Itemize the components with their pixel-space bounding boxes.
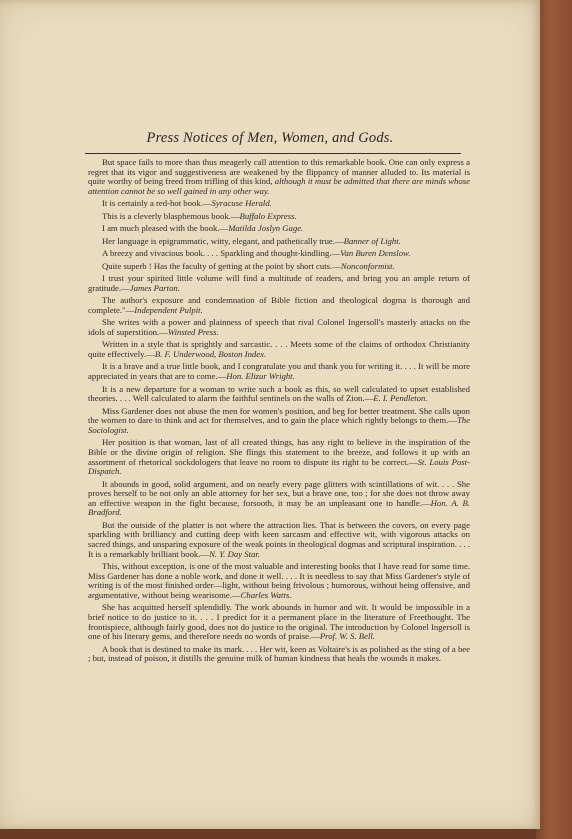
press-notice [88, 438, 470, 476]
press-notice [88, 224, 470, 234]
notice-text: It is a new departure for a woman to write such a book as this, so well calculated to upset established theories. . . . Well calculated to alarm the faithful sentinels on the walls of Zion.— [88, 383, 470, 404]
notice-source: Nonconformist. [340, 260, 395, 271]
notice-source: St. Louis Post-Dispatch. [88, 456, 470, 477]
notice-text: Her language is epigrammatic, witty, elegant, and pathetically true.— [102, 235, 344, 246]
press-notice [88, 318, 470, 337]
notice-text: Written in a style that is sprightly and sarcastic. . . . Meets some of the claims of orthodox Christianity quite effectively.— [88, 339, 470, 359]
press-notice [88, 385, 470, 404]
notice-source: Van Buren Denslow. [340, 248, 411, 259]
press-notice [88, 237, 470, 247]
notice-source: B. F. Underwood, Boston Index. [154, 349, 267, 359]
notice-source: Charles Watts. [240, 589, 292, 600]
press-notice [88, 480, 470, 518]
notice-text: This is a cleverly blasphemous book.— [102, 210, 240, 221]
notice-text: It is certainly a red-hot book.— [102, 198, 212, 209]
notice-source: N. Y. Day Star. [209, 548, 260, 559]
book-cover-edge [536, 0, 572, 839]
press-notice [88, 603, 470, 641]
notice-text: It abounds in good, solid argument, and on nearly every page glitters with scintillations of wit. . . . She proves herself to be not only an able attorney for her sex, but a brave one, too ; for she does not throw away an effective weapon in the fight because, forsooth, it may be an unpleasant one to handle.— [88, 478, 470, 508]
notice-source: Winsted Press. [167, 326, 219, 337]
notice-text: She has acquitted herself splendidly. The work abounds in humor and wit. It would be impossible in a brief notice to do justice to it. . . . I predict for it a permanent place in the literature of Freethought. The frontispiece, although fairly good, does not do justice to the original. The introduction by Colonel Ingersoll is one of his literary gems, and therefore needs no words of praise.— [88, 602, 470, 642]
press-notice [88, 362, 470, 381]
notice-text: But the outside of the platter is not where the attraction lies. That is between the covers, on every page sparkling with brilliancy and cutting deep with keen sarcasm and effective wit, with vigorous attacks on sacred things, and unsparing exposure of the weak points in theological dogmas and scriptural inspiration. . . . It is a remarkably brilliant book.— [88, 519, 470, 559]
notice-text: Quite superb ! Has the faculty of getting at the point by short cuts.— [102, 260, 341, 271]
notice-source: Buffalo Express. [239, 210, 297, 221]
press-notice [88, 212, 470, 222]
notice-text: She writes with a power and plainness of speech that rival Colonel Ingersoll's masterly attacks on the idols of superstition.— [88, 317, 470, 337]
notice-source: Syracuse Herald. [211, 198, 272, 209]
page-title: Press Notices of Men, Women, and Gods. [146, 130, 394, 146]
notice-source: although it must be admitted that there are minds whose attention cannot be so well gained in any other way. [88, 176, 470, 196]
notice-text: I trust your spirited little volume will find a multitude of readers, and bring you an ample return of gratitude.— [88, 273, 470, 293]
notice-text: I am much pleased with the book.— [102, 223, 229, 234]
notice-source: Hon. A. B. Bradford. [88, 497, 471, 518]
notice-source: James Parton. [129, 282, 180, 293]
press-notice [88, 562, 470, 600]
press-notice [88, 158, 470, 196]
press-notices [88, 158, 470, 667]
notice-text: This, without exception, is one of the most valuable and interesting books that I have read for some time. Miss Gardener has done a noble work, and done it well. . . . It is needless to say that Miss Gardener's style of writing is of the most finished order—light, without being frivolous ; humorous, without being offensive, and argumentative, without being wearisome.— [88, 561, 470, 600]
notice-source: Banner of Light. [343, 235, 401, 246]
press-notice [88, 521, 470, 559]
press-notice [88, 274, 470, 293]
notice-source: Matilda Joslyn Gage. [228, 223, 304, 234]
press-notice [88, 249, 470, 259]
notice-source: Independent Pulpit. [134, 304, 203, 315]
notice-source: E. I. Pendleton. [373, 393, 428, 404]
notice-source: The Sociologist. [88, 415, 470, 435]
notice-text: A breezy and vivacious book. . . . Sparkling and thought-kindling.— [102, 248, 341, 259]
press-notice [88, 645, 470, 664]
notice-text: Her position is that woman, last of all created things, has any right to believe in the inspiration of the Bible or the divine origin of religion. She flings this statement to the breeze, and follows it up with an assortment of rhetorical sockdologers that leave no room to dispute its right to be correct.— [88, 437, 470, 467]
press-notice [88, 199, 470, 209]
notice-text: It is a brave and a true little book, and I congratulate you and thank you for writing it. . . . It will be more appreciated in years that are to come.— [88, 361, 470, 382]
notice-source: Hon. Elizur Wright. [226, 371, 295, 382]
press-notice [88, 340, 470, 359]
notice-text: Miss Gardener does not abuse the men for women's position, and beg for better treatment. She calls upon the women to dare to think and act for themselves, and to gain the place which rightly belongs to them.— [88, 405, 470, 426]
press-notice [88, 296, 470, 315]
title-rule [85, 153, 461, 154]
press-notice [88, 407, 470, 436]
notice-text: But space fails to more than thus meagerly call attention to this remarkable book. One can only express a regret that its vigor and suggestiveness are weakened by the flippancy of manner alluded to. Its material is quite worthy of being freed from trifling of this kind, [88, 157, 470, 187]
press-notice [88, 262, 470, 272]
notice-text: The author's exposure and condemnation of Bible fiction and theological dogma is thorough and complete."— [88, 295, 470, 315]
notice-source: Prof. W. S. Bell. [319, 631, 375, 642]
notice-text: A book that is destined to make its mark. . . . Her wit, keen as Voltaire's is as polished as the sting of a bee ; but, instead of poison, it distills the genuine milk of human kindness that heals the wounds it makes. [88, 643, 470, 664]
